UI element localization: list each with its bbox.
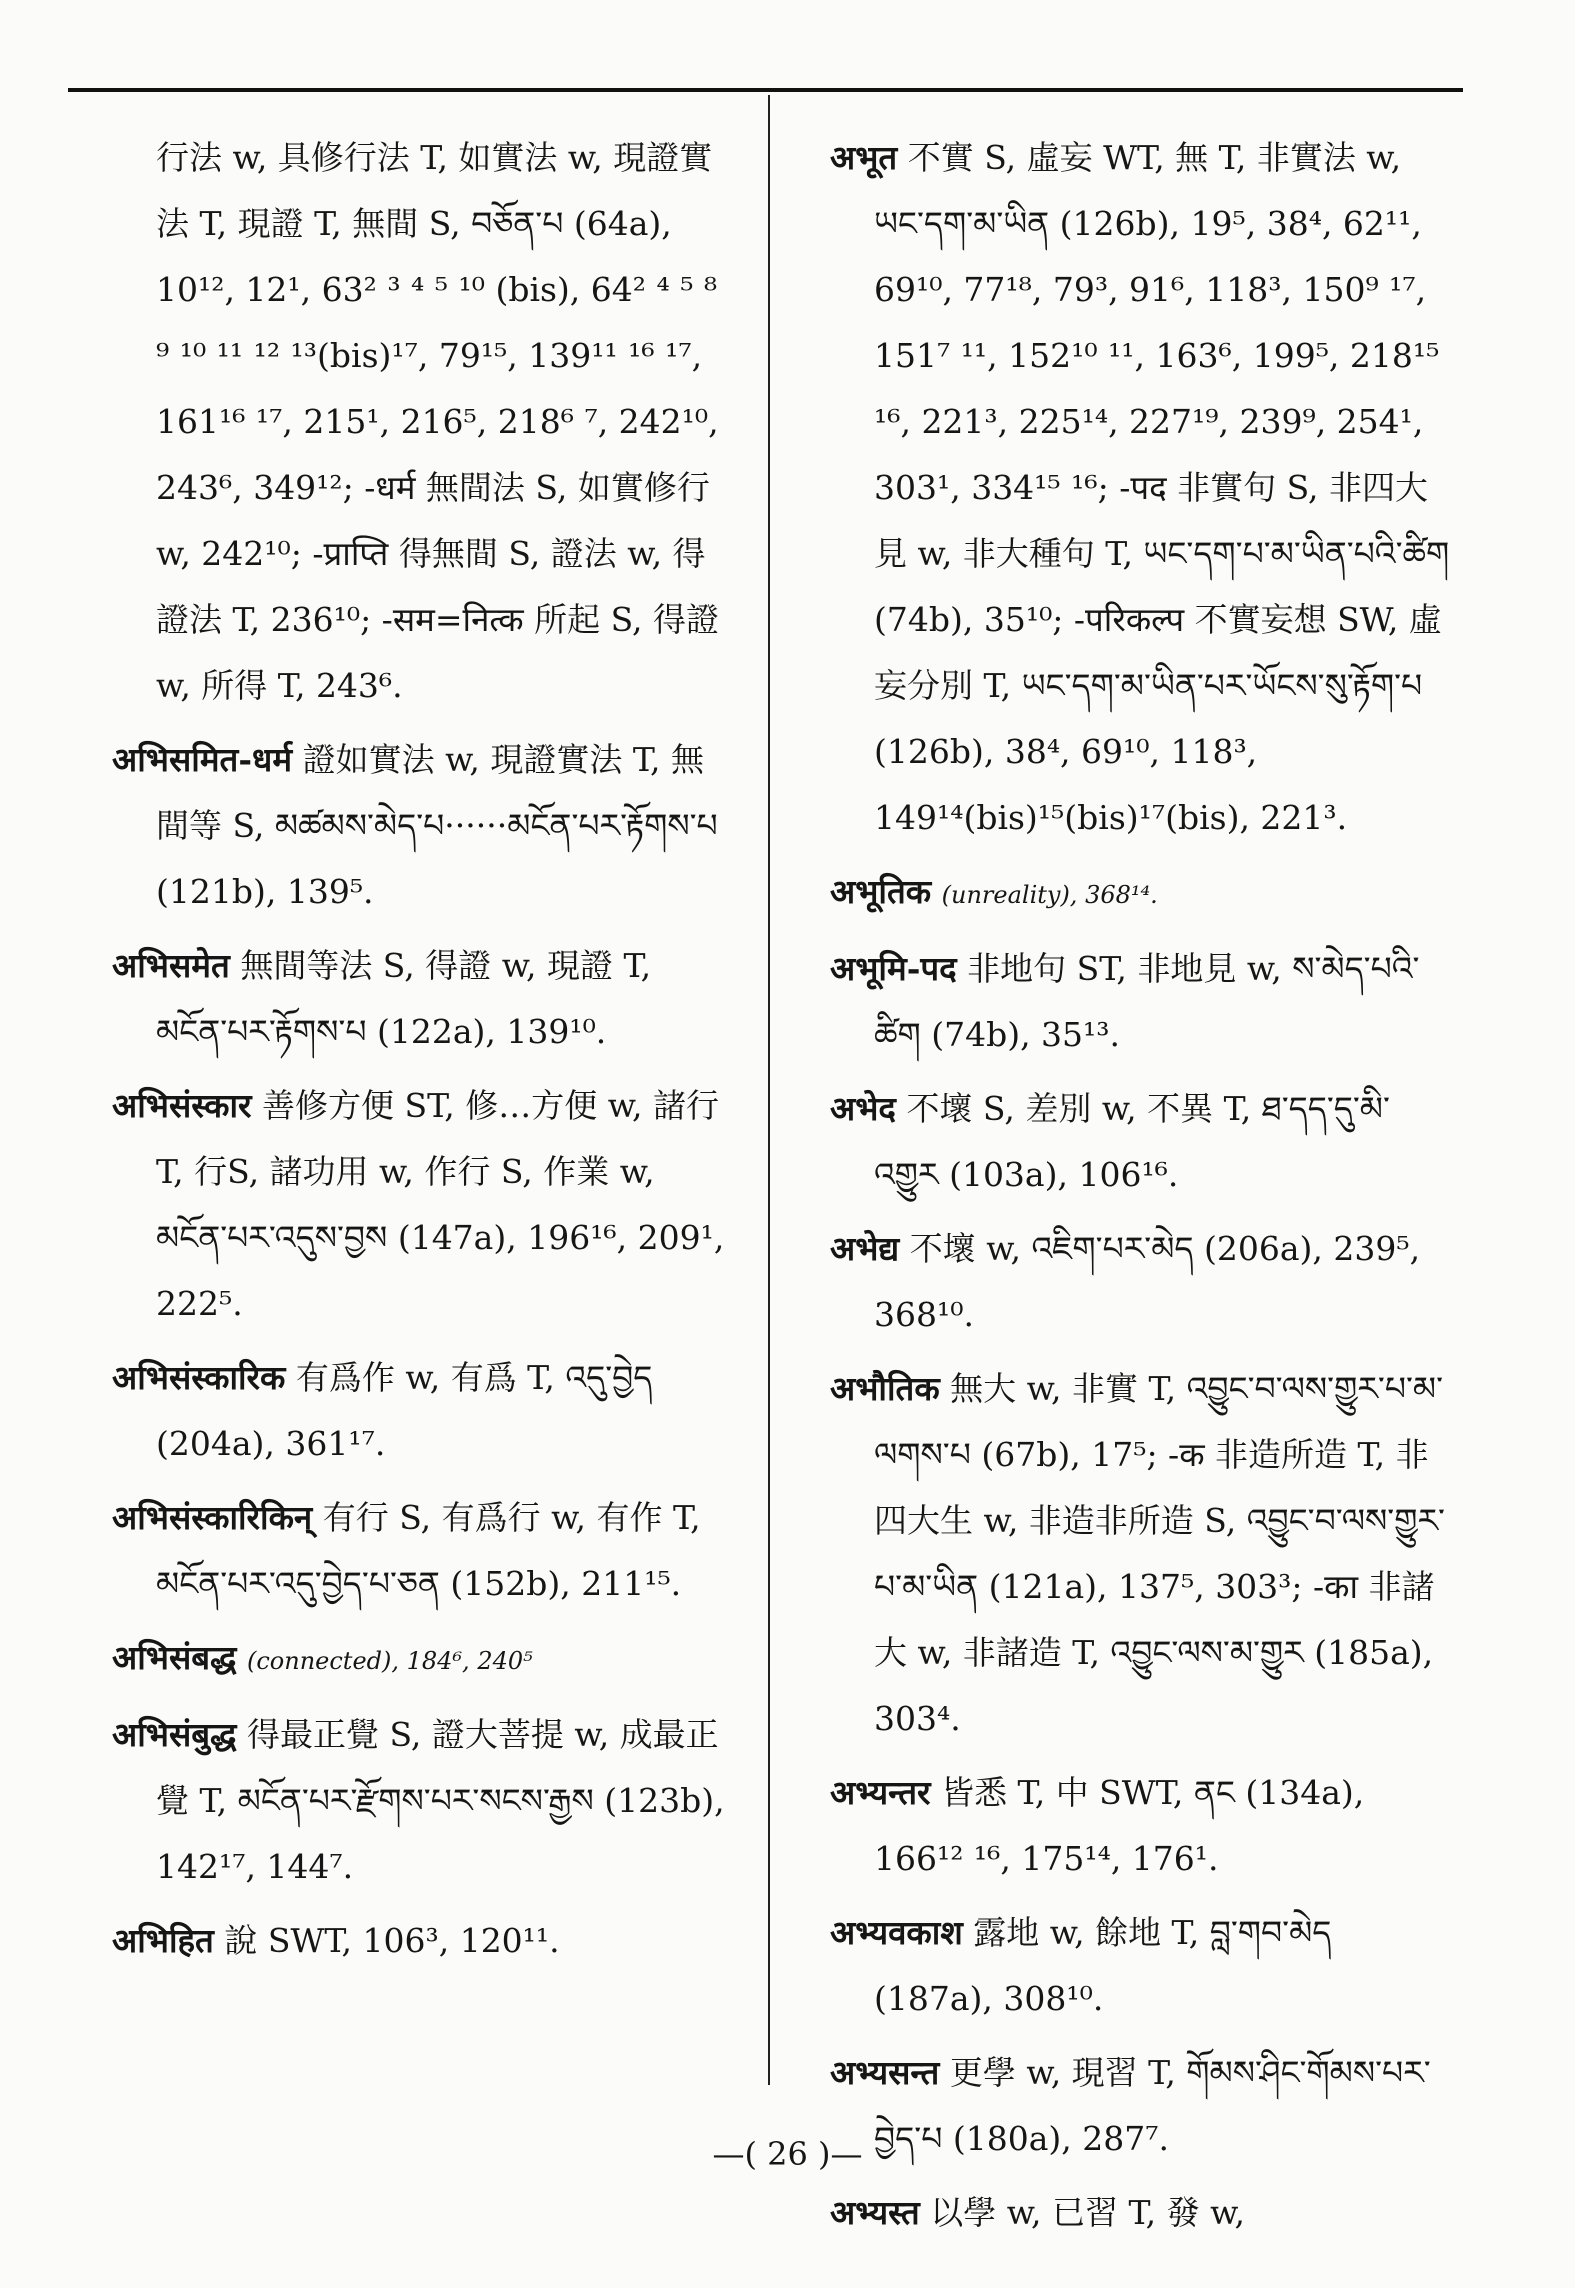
entry-text: 不實 S, 虛妄 WT, 無 T, 非實法 w, ཡང་དག་མ་ཡིན (126b), 19⁵, 38⁴, 62¹¹, 69¹⁰, 77¹⁸, 79³, 91⁶, 118³, 150⁹ ¹⁷, 151⁷ ¹¹, 152¹⁰ ¹¹, 163⁶, 199⁵, 218¹⁵ ¹⁶, 221³, 225¹⁴, 227¹⁹, 239⁹, 254¹, 303¹, 334¹⁵ ¹⁶; -पद 非實句 S, 非四大見 w, 非大種句 T, ཡང་དག་པ་མ་ཡིན་པའི་ཚིག (74b), 35¹⁰; -परिकल्प 不實妄想 SW, 虛妄分別 T, ཡང་དག་མ་ཡིན་པར་ཡོངས་སུ་རྟོག་པ (126b), 38⁴, 69¹⁰, 118³, 149¹⁴(bis)¹⁵(bis)¹⁷(bis), 221³. xyxy=(874,138,1450,837)
entry-headword: अभ्यस्त xyxy=(830,2193,920,2232)
entry-text: 得最正覺 S, 證大菩提 w, 成最正覺 T, མངོན་པར་རྫོགས་པར་སངས་རྒྱས (123b), 142¹⁷, 144⁷. xyxy=(156,1715,725,1886)
entry-headword: अभ्यवकाश xyxy=(830,1913,963,1952)
entry-text: 證如實法 w, 現證實法 T, 無間等 S, མཚམས་མེད་པ······མངོན་པར་རྟོགས་པ (121b), 139⁵. xyxy=(156,740,718,911)
entry-headword: अभेद xyxy=(830,1089,896,1128)
dictionary-entry xyxy=(112,1345,732,1477)
dictionary-entry xyxy=(830,1760,1450,1892)
entry-text: 非地句 ST, 非地見 w, ས་མེད་པའི་ཚིག (74b), 35¹³. xyxy=(874,949,1420,1054)
top-rule xyxy=(68,88,1463,92)
dictionary-entry xyxy=(112,1908,732,1974)
column-divider xyxy=(768,95,770,2085)
entry-text: 露地 w, 餘地 T, བླ་གབ་མེད (187a), 308¹⁰. xyxy=(874,1913,1332,2018)
entry-headword: अभिसंस्कारिकिन् xyxy=(112,1498,313,1537)
right-column xyxy=(830,125,1450,2254)
dictionary-entry xyxy=(830,1076,1450,1208)
entry-text: (unreality), 368¹⁴. xyxy=(941,881,1158,909)
left-column xyxy=(112,125,732,1982)
dictionary-entry xyxy=(112,1625,732,1694)
dictionary-entry xyxy=(112,125,732,719)
entry-text: 說 SWT, 106³, 120¹¹. xyxy=(224,1921,560,1960)
dictionary-entry xyxy=(830,936,1450,1068)
entry-headword: अभूतिक xyxy=(830,872,932,911)
entry-text: 有行 S, 有爲行 w, 有作 T, མངོན་པར་འདུ་བྱེད་པ་ཅན (152b), 211¹⁵. xyxy=(156,1498,701,1603)
entry-text: 善修方便 ST, 修…方便 w, 諸行 T, 行S, 諸功用 w, 作行 S, 作業 w, མངོན་པར་འདུས་བྱས (147a), 196¹⁶, 209¹, 222⁵. xyxy=(156,1086,725,1323)
dictionary-entry xyxy=(112,727,732,925)
entry-headword: अभिसंस्कारिक xyxy=(112,1358,286,1397)
entry-headword: अभूमि-पद xyxy=(830,949,957,988)
dictionary-entry xyxy=(112,1702,732,1900)
entry-headword: अभिसंबद्ध xyxy=(112,1638,237,1677)
entry-headword: अभिहित xyxy=(112,1921,214,1960)
dictionary-entry xyxy=(112,933,732,1065)
dictionary-entry xyxy=(830,859,1450,928)
entry-headword: अभिसंबुद्ध xyxy=(112,1715,237,1754)
dictionary-entry xyxy=(830,1216,1450,1348)
entry-text: 無間等法 S, 得證 w, 現證 T, མངོན་པར་རྟོགས་པ (122a), 139¹⁰. xyxy=(156,946,652,1051)
entry-text: 更學 w, 現習 T, གོམས་ཤིང་གོམས་པར་བྱེད་པ (180a), 287⁷. xyxy=(874,2053,1431,2158)
entry-text: 有爲作 w, 有爲 T, འདུ་བྱེད (204a), 361¹⁷. xyxy=(156,1358,653,1463)
entry-text: 無大 w, 非實 T, འབྱུང་བ་ལས་གྱུར་པ་མ་ལགས་པ (67b), 17⁵; -क 非造所造 T, 非四大生 w, 非造非所造 S, འབྱུང་བ་ལས་གྱུར་པ་མ་ཡིན (121a), 137⁵, 303³; -का 非諸大 w, 非諸造 T, འབྱུང་ལས་མ་གྱུར (185a), 303⁴. xyxy=(874,1369,1445,1738)
entry-text: 皆悉 T, 中 SWT, ནང (134a), 166¹² ¹⁶, 175¹⁴, 176¹. xyxy=(874,1773,1365,1878)
entry-headword: अभूत xyxy=(830,138,898,177)
entry-headword: अभिसमेत xyxy=(112,946,230,985)
entry-headword: अभ्यन्तर xyxy=(830,1773,931,1812)
entry-headword: अभिसमित-धर्म xyxy=(112,740,293,779)
dictionary-entry xyxy=(830,1356,1450,1752)
dictionary-entry xyxy=(830,125,1450,851)
entry-headword: अभेद्य xyxy=(830,1229,900,1268)
entry-text: 不壞 w, འཇིག་པར་མེད (206a), 239⁵, 368¹⁰. xyxy=(874,1229,1421,1334)
entry-headword: अभौतिक xyxy=(830,1369,940,1408)
entry-headword: अभ्यसन्त xyxy=(830,2053,940,2092)
entry-text: (connected), 184⁶, 240⁵ xyxy=(246,1647,533,1675)
entry-text: 不壞 S, 差別 w, 不異 T, ཐ་དད་དུ་མི་འགྱུར (103a), 106¹⁶. xyxy=(874,1089,1390,1194)
dictionary-entry xyxy=(830,2180,1450,2246)
dictionary-entry xyxy=(112,1073,732,1337)
entry-text: 行法 w, 具修行法 T, 如實法 w, 現證實法 T, 現證 T, 無間 S, བཅོན་པ (64a), 10¹², 12¹, 63² ³ ⁴ ⁵ ¹⁰ (bis), 64² ⁴ ⁵ ⁸ ⁹ ¹⁰ ¹¹ ¹² ¹³(bis)¹⁷, 79¹⁵, 139¹¹ ¹⁶ ¹⁷, 161¹⁶ ¹⁷, 215¹, 216⁵, 218⁶ ⁷, 242¹⁰, 243⁶, 349¹²; -धर्म 無間法 S, 如實修行 w, 242¹⁰; -प्राप्ति 得無間 S, 證法 w, 得證法 T, 236¹⁰; -सम=नित्क 所起 S, 得證 w, 所得 T, 243⁶. xyxy=(156,138,720,705)
entry-text: 以學 w, 已習 T, 發 w, xyxy=(930,2193,1245,2232)
dictionary-entry xyxy=(830,1900,1450,2032)
dictionary-entry xyxy=(112,1485,732,1617)
page-number: —( 26 )— xyxy=(712,2135,863,2173)
entry-headword: अभिसंस्कार xyxy=(112,1086,252,1125)
